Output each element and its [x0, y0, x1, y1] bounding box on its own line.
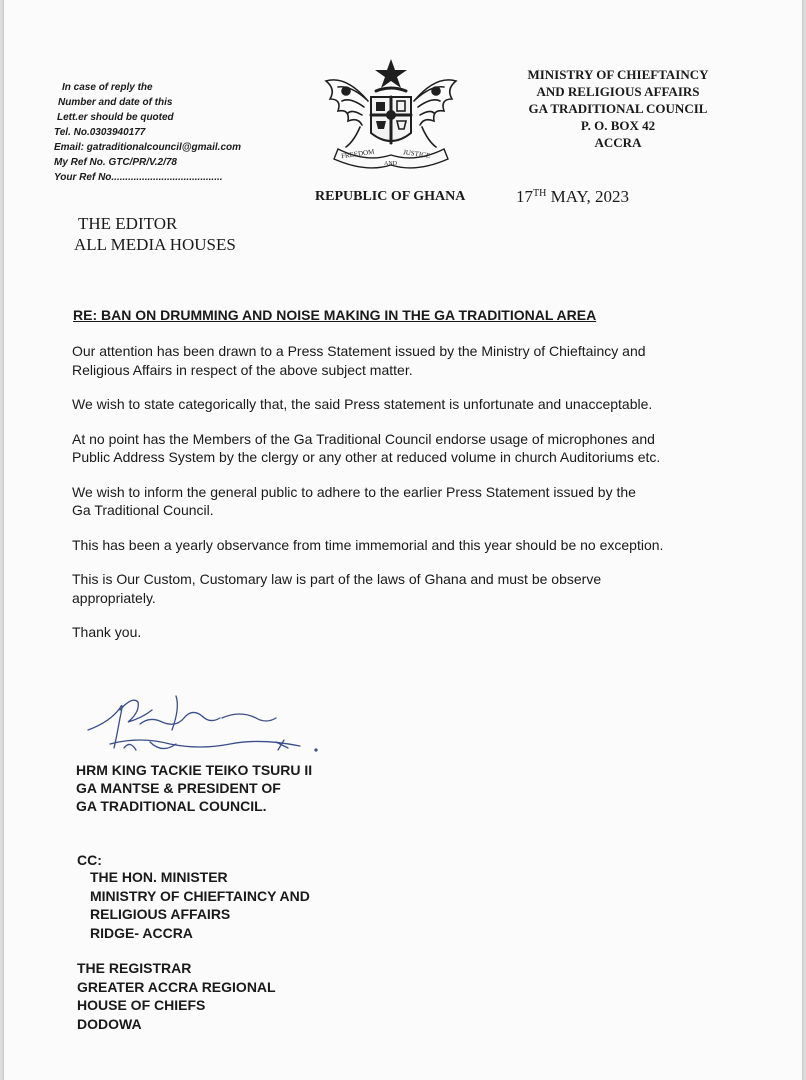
closing-thank-you: Thank you. [72, 624, 142, 640]
paragraph-closing [72, 623, 752, 642]
paragraph-6-line-2: appropriately. [72, 589, 156, 606]
cc-recipient-1-line-3: RELIGIOUS AFFAIRS [90, 906, 231, 922]
date-day: 17 [516, 187, 533, 206]
signatory-name: HRM KING TACKIE TEIKO TSURU II [76, 762, 313, 778]
your-reference: Your Ref No........................................ [54, 172, 223, 183]
date-rest: MAY, 2023 [546, 187, 630, 206]
addressee-line-2: ALL MEDIA HOUSES [74, 235, 236, 254]
cc-recipient-2-line-1: THE REGISTRAR [77, 960, 192, 976]
paragraph-5 [72, 536, 752, 555]
reply-reference-block [54, 80, 241, 185]
paragraph-1 [72, 342, 752, 379]
letter-body [72, 342, 752, 658]
ministry-header [484, 66, 752, 151]
cc-recipient-2-line-2: GREATER ACCRA REGIONAL [77, 978, 276, 995]
cc-recipient-2-line-3: HOUSE OF CHIEFS [77, 997, 206, 1013]
letter-subject: RE: BAN ON DRUMMING AND NOISE MAKING IN THE GA TRADITIONAL AREA [73, 307, 597, 323]
cc-recipient-2-line-4: DODOWA [77, 1015, 142, 1032]
paragraph-2-line-1: We wish to state categorically that, the said Press statement is unfortunate and unacceptable. [72, 396, 653, 412]
crest-motto-justice: JUSTICE [402, 148, 431, 160]
paragraph-6 [72, 570, 752, 607]
letter-page [4, 0, 802, 1080]
paragraph-4-line-2: Ga Traditional Council. [72, 502, 214, 518]
paragraph-6-line-1: This is Our Custom, Customary law is part of the laws of Ghana and must be observe [72, 571, 602, 587]
coat-of-arms-icon [316, 55, 466, 173]
signatory-block [76, 761, 312, 815]
paragraph-3-line-2: Public Address System by the clergy or any other at reduced volume in church Auditoriums etc. [72, 449, 661, 465]
cc-recipient-1-line-1: THE HON. MINISTER [90, 869, 228, 885]
paragraph-5-line-1: This has been a yearly observance from time immemorial and this year should be no exception. [72, 536, 664, 553]
telephone-number: Tel. No.0303940177 [54, 127, 146, 138]
date-suffix: TH [533, 188, 547, 199]
ministry-line-2: AND RELIGIOUS AFFAIRS [536, 84, 700, 99]
cc-recipient-2 [77, 959, 276, 1033]
email-address: Email: gatraditionalcouncil@gmail.com [54, 142, 242, 153]
signatory-title-2: GA TRADITIONAL COUNCIL. [76, 798, 267, 814]
reply-note-line-1: In case of reply the [62, 82, 153, 93]
cc-label: CC: [77, 852, 102, 868]
reply-note-line-2: Number and date of this [58, 97, 173, 108]
republic-label: REPUBLIC OF GHANA [315, 189, 466, 204]
crest-motto-freedom: FREEDOM [340, 147, 375, 161]
paragraph-1-line-1: Our attention has been drawn to a Press Statement issued by the Ministry of Chieftaincy and [72, 343, 646, 359]
addressee-line-1: THE EDITOR [78, 214, 178, 233]
ministry-pobox: P. O. BOX 42 [580, 118, 656, 133]
cc-recipient-1 [90, 868, 310, 942]
my-reference: My Ref No. GTC/PR/V.2/78 [54, 157, 177, 168]
reply-note-line-3: Lett.er should be quoted [57, 112, 174, 123]
cc-recipient-1-line-2: MINISTRY OF CHIEFTAINCY AND [90, 887, 310, 904]
paragraph-3 [72, 430, 752, 467]
paragraph-2 [72, 395, 752, 414]
ministry-city: ACCRA [594, 135, 642, 150]
handwritten-signature-icon [80, 688, 330, 760]
paragraph-3-line-1: At no point has the Members of the Ga Traditional Council endorse usage of microphones and [72, 430, 655, 447]
cc-recipient-1-line-4: RIDGE- ACCRA [90, 924, 193, 941]
paragraph-1-line-2: Religious Affairs in respect of the above subject matter. [72, 361, 413, 378]
ministry-line-1: MINISTRY OF CHIEFTAINCY [527, 67, 709, 82]
signatory-title-1: GA MANTSE & PRESIDENT OF [76, 780, 281, 796]
letter-date [516, 187, 629, 207]
addressee-block [74, 213, 236, 255]
ministry-line-3: GA TRADITIONAL COUNCIL [528, 101, 708, 116]
crest-motto-and: AND [384, 161, 397, 167]
paragraph-4-line-1: We wish to inform the general public to adhere to the earlier Press Statement issued by the [72, 483, 636, 500]
paragraph-4 [72, 483, 752, 520]
